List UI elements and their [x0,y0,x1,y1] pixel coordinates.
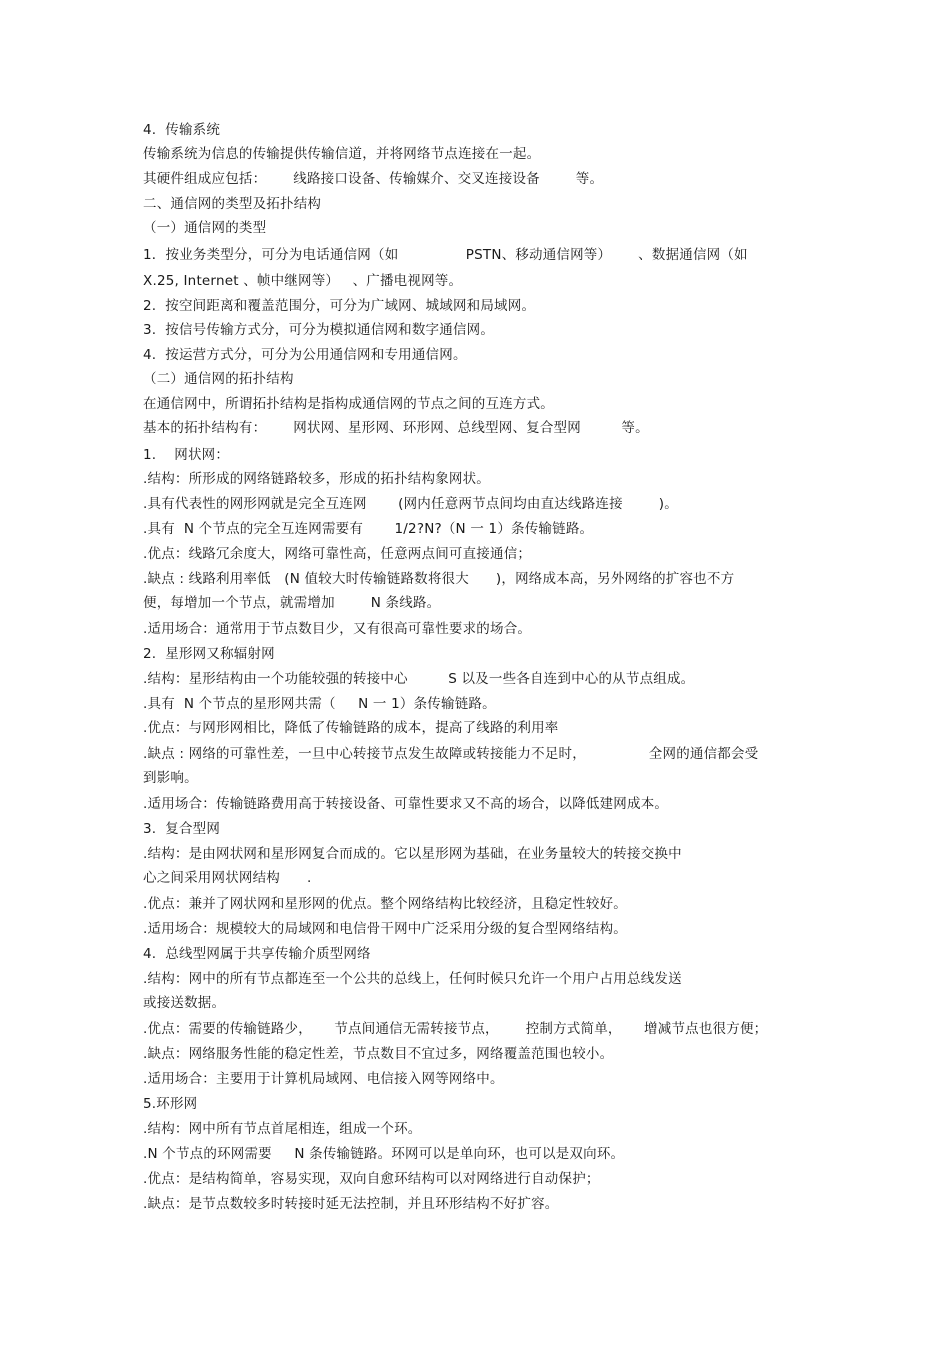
text-line: .适用场合：主要用于计算机局域网、电信接入网等网络中。 [143,1071,504,1087]
text-line: 或接送数据。 [143,995,226,1011]
text-line: 1．按业务类型分，可分为电话通信网（如 PSTN、移动通信网等） 、数据通信网（如 [143,247,748,263]
text-line: 基本的拓扑结构有： 网状网、星形网、环形网、总线型网、复合型网 等。 [143,420,649,436]
text-line: .优点：是结构简单，容易实现，双向自愈环结构可以对网络进行自动保护； [143,1171,600,1187]
text-line: 其硬件组成应包括： 线路接口设备、传输媒介、交叉连接设备 等。 [143,171,604,187]
text-line: 二、通信网的类型及拓扑结构 [143,196,322,212]
text-line: 传输系统为信息的传输提供传输信道，并将网络节点连接在一起。 [143,146,541,162]
text-line: .N 个节点的环网需要 N 条传输链路。环网可以是单向环，也可以是双向环。 [143,1146,625,1162]
text-line: .结构：是由网状网和星形网复合而成的。它以星形网为基础，在业务量较大的转接交换中 [143,846,682,862]
text-line: （一）通信网的类型 [143,220,267,236]
text-line: 在通信网中，所谓拓扑结构是指构成通信网的节点之间的互连方式。 [143,396,554,412]
text-line: .适用场合：通常用于节点数目少，又有很高可靠性要求的场合。 [143,621,532,637]
text-line: .优点：线路冗余度大，网络可靠性高，任意两点间可直接通信； [143,546,532,562]
text-line: .缺点：是节点数较多时转接时延无法控制，并且环形结构不好扩容。 [143,1196,559,1212]
text-line: .优点：需要的传输链路少， 节点间通信无需转接节点， 控制方式简单， 增减节点也很方便； [143,1021,768,1037]
text-line: .优点：兼并了网状网和星形网的优点。整个网络结构比较经济，且稳定性较好。 [143,896,627,912]
text-line: .结构：网中的所有节点都连至一个公共的总线上，任何时候只允许一个用户占用总线发送 [143,971,682,987]
text-line: 4. 传输系统 [143,122,221,138]
text-line: 3. 按信号传输方式分，可分为模拟通信网和数字通信网。 [143,322,495,338]
text-line: 2. 按空间距离和覆盖范围分，可分为广域网、城域网和局域网。 [143,298,536,314]
text-line: .具有代表性的网形网就是完全互连网 (网内任意两节点间均由直达线路连接 )。 [143,496,678,512]
text-line: .优点：与网形网相比，降低了传输链路的成本，提高了线路的利用率 [143,720,559,736]
text-line: .结构：所形成的网络链路较多，形成的拓扑结构象网状。 [143,471,490,487]
text-line: 5.环形网 [143,1096,198,1112]
text-line: .结构：网中所有节点首尾相连，组成一个环。 [143,1121,422,1137]
text-line: .缺点：网络服务性能的稳定性差，节点数目不宜过多，网络覆盖范围也较小。 [143,1046,614,1062]
text-line: 便，每增加一个节点，就需增加 N 条线路。 [143,595,441,611]
text-line: 心之间采用网状网结构 . [143,870,312,886]
text-line: （二）通信网的拓扑结构 [143,371,294,387]
text-line: 2. 星形网又称辐射网 [143,646,275,662]
text-line: .具有 N 个节点的完全互连网需要有 1/2?N?（N 一 1）条传输链路。 [143,521,594,537]
text-line: .适用场合：规模较大的局域网和电信骨干网中广泛采用分级的复合型网络结构。 [143,921,627,937]
text-line: 到影响。 [143,770,198,786]
text-line: .结构：星形结构由一个功能较强的转接中心 S 以及一些各自连到中心的从节点组成。 [143,671,695,687]
text-line: .适用场合：传输链路费用高于转接设备、可靠性要求又不高的场合，以降低建网成本。 [143,796,669,812]
text-line: 1. 网状网： [143,447,230,463]
text-line: X.25, Internet 、帧中继网等） 、广播电视网等。 [143,273,463,289]
text-line: .缺点 : 网络的可靠性差，一旦中心转接节点发生故障或转接能力不足时， 全网的通信都会受 [143,746,759,762]
text-line: 4. 总线型网属于共享传输介质型网络 [143,946,371,962]
text-line: .缺点 : 线路利用率低 (N 值较大时传输链路数将很大 )，网络成本高，另外网络的扩容也不方 [143,571,735,587]
text-line: 4. 按运营方式分，可分为公用通信网和专用通信网。 [143,347,467,363]
text-line: 3. 复合型网 [143,821,221,837]
text-line: .具有 N 个节点的星形网共需（ N 一 1）条传输链路。 [143,696,496,712]
